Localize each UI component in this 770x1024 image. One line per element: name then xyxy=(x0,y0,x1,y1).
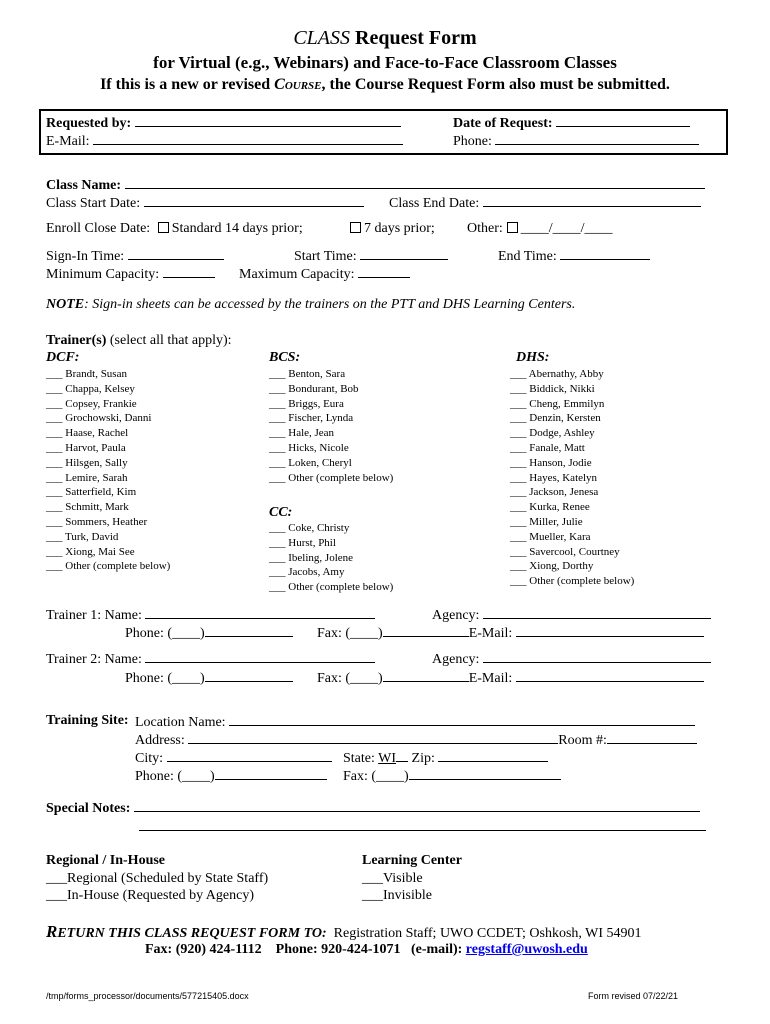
trainer2-agency-row xyxy=(432,650,711,668)
date-request-label: Date of Request: xyxy=(453,116,553,131)
trainer2-fax-field[interactable] xyxy=(383,669,469,682)
trainer-option[interactable]: ___ Denzin, Kersten xyxy=(510,412,601,425)
start-date-label: Class Start Date: xyxy=(46,196,141,211)
bcs-title: BCS: xyxy=(269,350,301,365)
trainer2-agency-field[interactable] xyxy=(483,650,711,663)
trainer-option[interactable]: ___ Other (complete below) xyxy=(46,560,171,573)
min-capacity-field[interactable] xyxy=(163,265,215,278)
site-label: Training Site: xyxy=(46,713,129,728)
trainer-option[interactable]: ___ Briggs, Eura xyxy=(269,397,344,410)
dcf-title: DCF: xyxy=(46,350,80,365)
trainer-option[interactable]: ___ Harvot, Paula xyxy=(46,441,126,454)
trainer2-fax-row xyxy=(317,669,704,687)
other-label: Other: xyxy=(467,221,503,236)
start-date-field[interactable] xyxy=(144,194,364,207)
class-name-field[interactable] xyxy=(125,176,705,189)
trainer-option[interactable]: ___ Xiong, Mai See xyxy=(46,545,135,558)
trainer1-agency-row xyxy=(432,606,711,624)
trainers-heading-hint: (select all that apply): xyxy=(106,333,232,348)
trainer-option[interactable]: ___ Dodge, Ashley xyxy=(510,427,595,440)
trainer1-name-label: Trainer 1: Name: xyxy=(46,608,142,623)
footer-path: /tmp/forms_processor/documents/577215405.docx xyxy=(46,991,249,1001)
trainer-option[interactable]: ___ Other (complete below) xyxy=(269,471,394,484)
trainer1-agency-field[interactable] xyxy=(483,606,711,619)
email-field[interactable] xyxy=(93,132,403,145)
enroll-close-label: Enroll Close Date: xyxy=(46,221,151,236)
footer-revised: Form revised 07/22/21 xyxy=(588,991,679,1001)
trainer2-phone-label: Phone: (____) xyxy=(125,671,205,686)
start-time-label: Start Time: xyxy=(294,249,357,264)
requested-by-field[interactable] xyxy=(135,114,401,127)
invisible-option[interactable]: ___Invisible xyxy=(362,888,432,903)
trainer-option[interactable]: ___ Chappa, Kelsey xyxy=(46,382,135,395)
return-label-rest: ETURN THIS CLASS REQUEST FORM TO: xyxy=(57,926,327,941)
signin-label: Sign-In Time: xyxy=(46,249,125,264)
state-underline xyxy=(396,749,408,762)
special-notes-row xyxy=(46,799,700,817)
trainer-option[interactable]: ___ Jacobs, Amy xyxy=(269,566,345,579)
dcf-list xyxy=(46,367,170,574)
end-date-row xyxy=(389,194,701,212)
return-label-r: R xyxy=(46,922,58,941)
trainer-option[interactable]: ___ Satterfield, Kim xyxy=(46,486,137,499)
city-label: City: xyxy=(135,751,164,766)
trainer-option[interactable]: ___ Miller, Julie xyxy=(510,515,583,528)
special-notes-line2[interactable] xyxy=(139,830,706,831)
trainer-option[interactable]: ___ Lemire, Sarah xyxy=(46,471,128,484)
notice-text-b: , the Course Request Form also must be submitted. xyxy=(321,76,670,93)
trainer1-fax-label: Fax: (____) xyxy=(317,626,383,641)
zip-label: Zip: xyxy=(411,751,435,766)
trainer-option[interactable]: ___ Savercool, Courtney xyxy=(510,545,620,558)
trainer-option[interactable]: ___ Hilsgen, Sally xyxy=(46,456,128,469)
form-title xyxy=(0,27,770,50)
trainer1-name-row xyxy=(46,606,375,624)
trainer-option[interactable]: ___ Hicks, Nicole xyxy=(269,441,349,454)
city-field[interactable] xyxy=(167,749,332,762)
inhouse-option[interactable]: ___In-House (Requested by Agency) xyxy=(46,888,255,903)
site-phone-row xyxy=(135,767,327,785)
email-row xyxy=(46,132,403,150)
trainer-option[interactable]: ___ Kurka, Renee xyxy=(510,501,590,514)
end-date-label: Class End Date: xyxy=(389,196,480,211)
trainer2-phone-row xyxy=(125,669,293,687)
trainer-option[interactable]: ___ Schmitt, Mark xyxy=(46,501,129,514)
dhs-list xyxy=(510,367,634,589)
course-notice xyxy=(0,76,770,94)
trainer1-fax-row xyxy=(317,624,704,642)
standard-label: Standard 14 days prior; xyxy=(171,221,303,236)
trainer1-phone-label: Phone: (____) xyxy=(125,626,205,641)
max-capacity-row xyxy=(239,265,410,283)
phone-row xyxy=(453,132,699,150)
trainer-option[interactable]: ___ Grochowski, Danni xyxy=(46,412,152,425)
return-email-link[interactable]: regstaff@uwosh.edu xyxy=(465,942,588,957)
room-label: Room #: xyxy=(558,733,607,748)
seven-days-checkbox[interactable] xyxy=(350,222,361,233)
trainer2-email-label: E-Mail: xyxy=(468,671,513,686)
trainer-option[interactable]: ___ Cheng, Emmilyn xyxy=(510,397,605,410)
trainer2-name-row xyxy=(46,650,375,668)
signin-field[interactable] xyxy=(128,247,224,260)
other-option xyxy=(467,221,613,237)
end-date-field[interactable] xyxy=(483,194,701,207)
site-fax-row xyxy=(343,767,561,785)
trainer-option[interactable]: ___ Other (complete below) xyxy=(269,581,394,594)
address-row xyxy=(135,731,697,749)
trainer2-agency-label: Agency: xyxy=(432,652,480,667)
trainer1-name-field[interactable] xyxy=(145,606,375,619)
requested-by-label: Requested by: xyxy=(46,116,132,131)
class-name-label: Class Name: xyxy=(46,178,122,193)
seven-days-option xyxy=(346,221,435,237)
trainer-option[interactable]: ___ Haase, Rachel xyxy=(46,427,129,440)
zip-field[interactable] xyxy=(438,749,548,762)
trainer-option[interactable]: ___ Loken, Cheryl xyxy=(269,456,352,469)
trainer1-phone-field[interactable] xyxy=(205,624,293,637)
trainer-option[interactable]: ___ Benton, Sara xyxy=(269,368,346,380)
trainer-option[interactable]: ___ Ibeling, Jolene xyxy=(269,551,354,564)
phone-label: Phone: xyxy=(453,134,492,149)
min-capacity-row xyxy=(46,265,215,283)
trainer-option[interactable]: ___ Xiong, Dorthy xyxy=(510,560,594,573)
location-field[interactable] xyxy=(229,713,695,726)
trainer-option[interactable]: ___ Jackson, Jenesa xyxy=(510,486,599,499)
special-notes-field[interactable] xyxy=(134,799,700,812)
visible-option[interactable]: ___Visible xyxy=(362,871,423,886)
requested-by-row xyxy=(46,114,401,132)
max-capacity-field[interactable] xyxy=(358,265,410,278)
room-field[interactable] xyxy=(607,731,697,744)
bcs-list xyxy=(269,367,393,485)
date-request-field[interactable] xyxy=(556,114,690,127)
trainer-option[interactable]: ___ Bondurant, Bob xyxy=(269,382,359,395)
trainer2-name-label: Trainer 2: Name: xyxy=(46,652,142,667)
return-contact xyxy=(145,942,588,958)
trainer-option[interactable]: ___ Copsey, Frankie xyxy=(46,397,137,410)
max-capacity-label: Maximum Capacity: xyxy=(239,267,355,282)
notice-course: Course xyxy=(274,76,322,93)
dhs-title: DHS: xyxy=(516,350,550,365)
return-row xyxy=(46,922,642,942)
trainer-option[interactable]: ___ Turk, David xyxy=(46,530,119,543)
city-row xyxy=(135,749,332,767)
state-value[interactable]: WI xyxy=(378,751,397,766)
cc-title: CC: xyxy=(269,505,293,520)
location-label: Location Name: xyxy=(135,715,226,730)
start-date-row xyxy=(46,194,364,212)
trainer-option[interactable]: ___ Hanson, Jodie xyxy=(510,456,592,469)
trainer2-name-field[interactable] xyxy=(145,650,375,663)
phone-field[interactable] xyxy=(495,132,699,145)
address-label: Address: xyxy=(135,733,185,748)
trainer-option[interactable]: ___ Hayes, Katelyn xyxy=(510,471,598,484)
trainer-option[interactable]: ___ Sommers, Heather xyxy=(46,515,148,528)
state-label: State: xyxy=(343,751,375,766)
site-fax-field[interactable] xyxy=(409,767,561,780)
end-time-row xyxy=(498,247,650,265)
site-phone-label: Phone: (____) xyxy=(135,769,215,784)
address-field[interactable] xyxy=(188,731,558,744)
trainer-option[interactable]: ___ Fanale, Matt xyxy=(510,441,585,454)
state-row xyxy=(343,749,548,767)
special-notes-label: Special Notes: xyxy=(46,801,131,816)
note-label: NOTE xyxy=(46,297,85,312)
form-subtitle: for Virtual (e.g., Webinars) and Face-to-Face Classroom Classes xyxy=(153,53,617,72)
site-phone-field[interactable] xyxy=(215,767,327,780)
standard-checkbox[interactable] xyxy=(158,222,169,233)
title-rest: Request Form xyxy=(350,27,477,49)
trainers-heading-label: Trainer(s) xyxy=(46,333,107,348)
notice-text-a: If this is a new or revised xyxy=(100,76,275,93)
location-row xyxy=(135,713,695,731)
date-request-row xyxy=(453,114,690,132)
start-time-field[interactable] xyxy=(360,247,448,260)
start-time-row xyxy=(294,247,448,265)
signin-row xyxy=(46,247,224,265)
title-class: CLASS xyxy=(293,27,351,49)
trainer1-fax-field[interactable] xyxy=(383,624,469,637)
trainer2-phone-field[interactable] xyxy=(205,669,293,682)
note xyxy=(46,297,575,313)
trainer-option[interactable]: ___ Brandt, Susan xyxy=(46,368,127,380)
return-address: Registration Staff; UWO CCDET; Oshkosh, WI 54901 xyxy=(333,926,642,941)
site-fax-label: Fax: (____) xyxy=(343,769,409,784)
regional-title: Regional / In-House xyxy=(46,853,166,868)
trainer-option[interactable]: ___ Coke, Christy xyxy=(269,522,350,534)
class-name-row xyxy=(46,176,705,194)
end-time-field[interactable] xyxy=(560,247,650,260)
trainer-option[interactable]: ___ Mueller, Kara xyxy=(510,530,591,543)
seven-days-label: 7 days prior; xyxy=(364,221,435,236)
trainer-option[interactable]: ___ Other (complete below) xyxy=(510,575,635,588)
cc-list xyxy=(269,521,393,595)
note-text: : Sign-in sheets can be accessed by the trainers on the PTT and DHS Learning Centers. xyxy=(84,297,576,312)
trainer1-phone-row xyxy=(125,624,293,642)
return-contact-text: Fax: (920) 424-1112 Phone: 920-424-1071 (e-mail): xyxy=(145,942,466,957)
end-time-label: End Time: xyxy=(498,249,557,264)
trainer2-email-field[interactable] xyxy=(516,669,704,682)
other-checkbox[interactable] xyxy=(507,222,518,233)
enroll-close-row xyxy=(46,221,303,237)
regional-option[interactable]: ___Regional (Scheduled by State Staff) xyxy=(46,871,269,886)
trainer1-agency-label: Agency: xyxy=(432,608,480,623)
trainer1-email-label: E-Mail: xyxy=(468,626,513,641)
trainer-option[interactable]: ___ Biddick, Nikki xyxy=(510,382,595,395)
trainer2-fax-label: Fax: (____) xyxy=(317,671,383,686)
email-label: E-Mail: xyxy=(46,134,90,149)
trainer-option[interactable]: ___ Hale, Jean xyxy=(269,427,335,440)
trainers-heading xyxy=(46,333,232,349)
learning-center-title: Learning Center xyxy=(362,853,462,868)
min-capacity-label: Minimum Capacity: xyxy=(46,267,160,282)
trainer-option[interactable]: ___ Hurst, Phil xyxy=(269,536,336,549)
other-date-field[interactable]: ____/____/____ xyxy=(520,221,613,236)
trainer-option[interactable]: ___ Abernathy, Abby xyxy=(510,368,604,380)
trainer-option[interactable]: ___ Fischer, Lynda xyxy=(269,412,354,425)
trainer1-email-field[interactable] xyxy=(516,624,704,637)
